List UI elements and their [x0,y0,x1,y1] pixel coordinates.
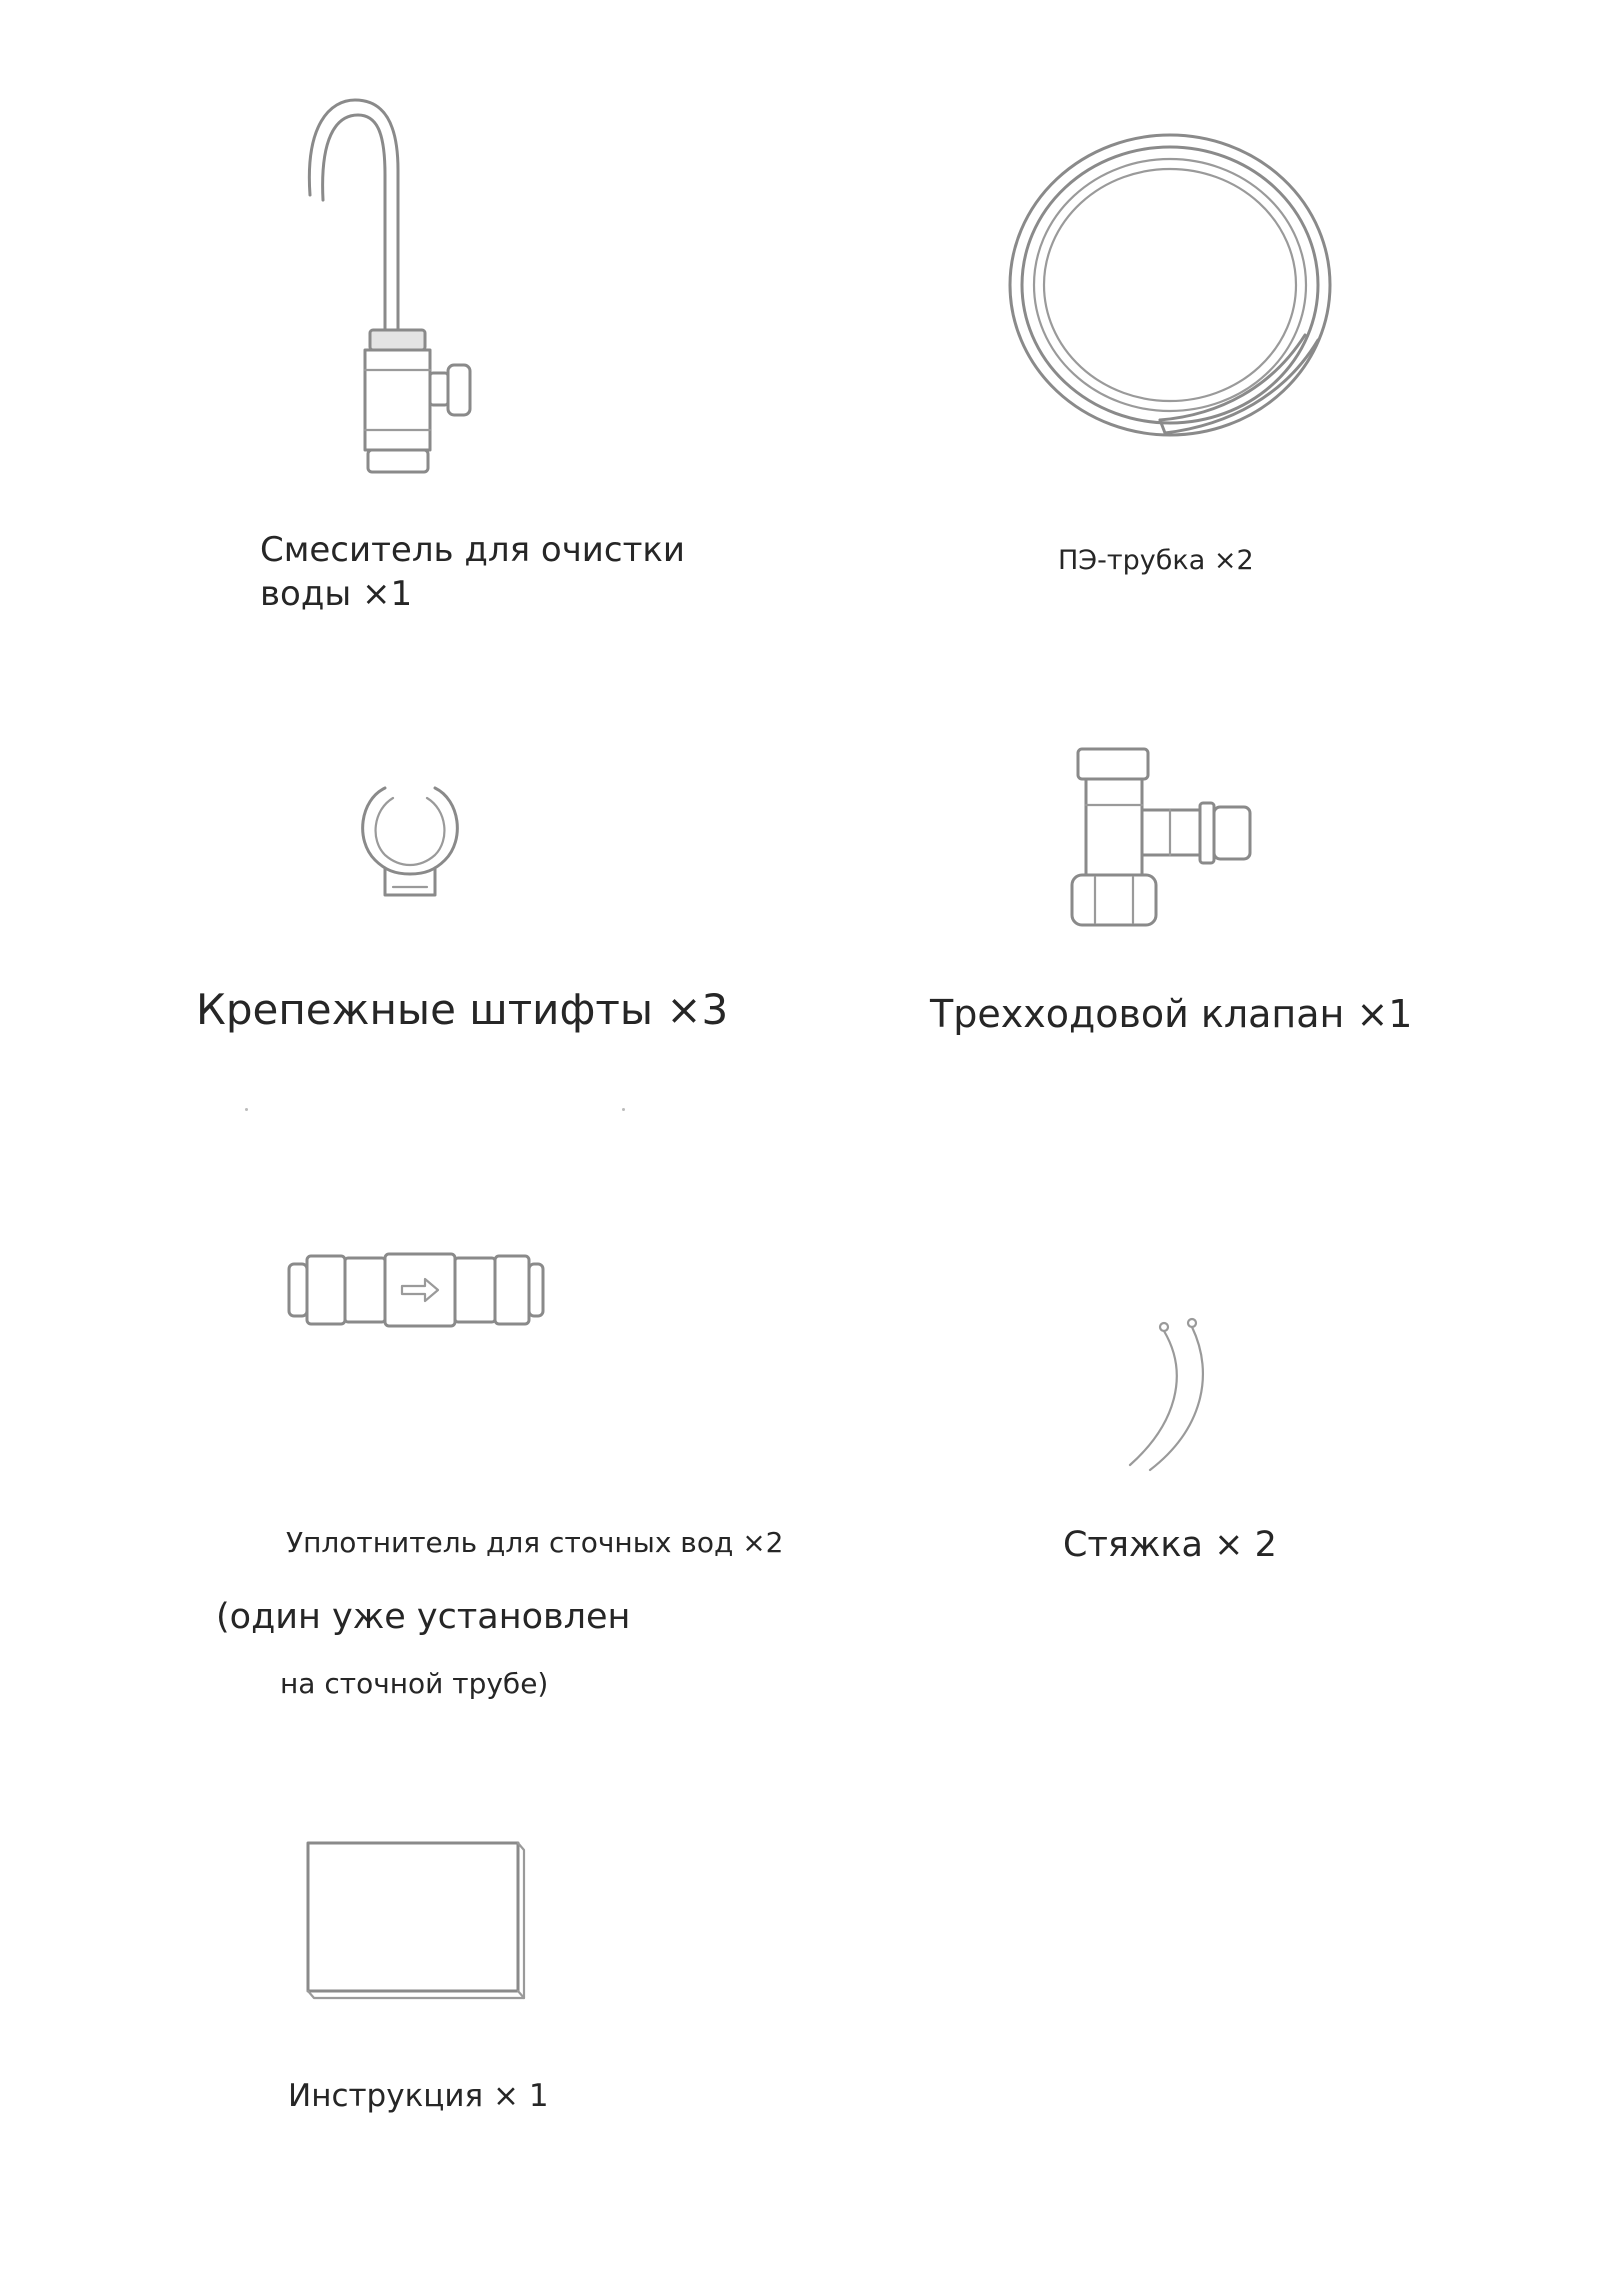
coiled-tube-icon [1000,125,1340,455]
cable-tie-label: Стяжка × 2 [1063,1525,1277,1565]
inline-check-valve-icon [285,1250,545,1330]
manual-booklet-icon [300,1835,530,2005]
speck-left [245,1108,248,1111]
drain-seal-note-line1: (один уже установлен [216,1597,631,1637]
speck-right [622,1108,625,1111]
drain-seal-note-line2: на сточной трубе) [280,1667,549,1700]
faucet-label-line1: Смеситель для очистки [260,530,686,570]
faucet-icon [290,95,500,495]
mounting-clip-icon [355,780,465,905]
mounting-pins-label: Крепежные штифты ×3 [196,985,729,1034]
faucet-label-line2: воды ×1 [260,574,413,614]
three-way-valve-icon [1060,745,1260,935]
pe-tube-label: ПЭ-трубка ×2 [1058,545,1254,576]
cable-tie-icon [1120,1315,1220,1475]
manual-label: Инструкция × 1 [288,2078,549,2114]
drain-seal-label: Уплотнитель для сточных вод ×2 [286,1526,784,1559]
three-way-valve-label: Трехходовой клапан ×1 [930,992,1413,1036]
